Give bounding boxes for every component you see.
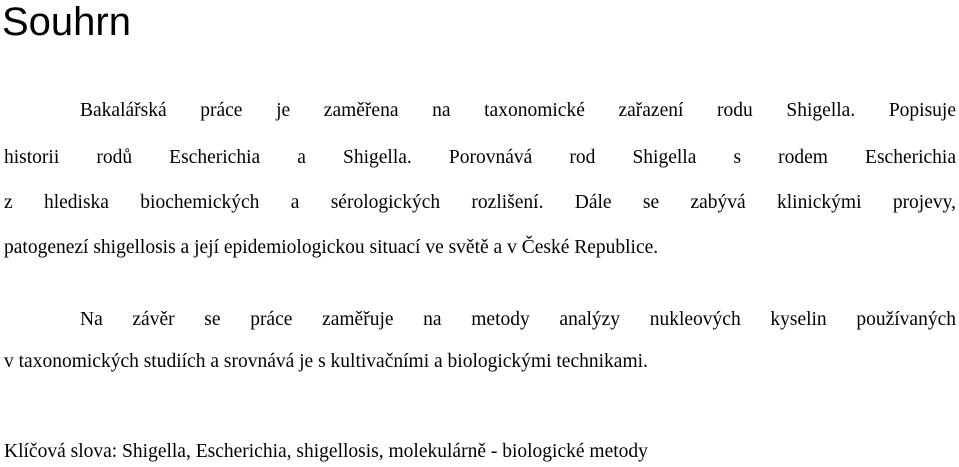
paragraph-2-line-2: v taxonomických studiích a srovnává je s kultivačními a biologickými technikami. <box>4 351 648 372</box>
keywords-line: Klíčová slova: Shigella, Escherichia, shigellosis, molekulárně - biologické metody <box>4 441 648 462</box>
paragraph-1-line-2: historii rodů Escherichia a Shigella. Porovnává rod Shigella s rodem Escherichia <box>4 147 956 168</box>
paragraph-1-line-4: patogenezí shigellosis a její epidemiologickou situací ve světě a v České Republice. <box>4 237 659 258</box>
paragraph-2-line-1: Na závěr se práce zaměřuje na metody analýzy nukleových kyselin používaných <box>80 309 956 330</box>
paragraph-1-line-3: z hlediska biochemických a sérologických rozlišení. Dále se zabývá klinickými projevy, <box>4 192 956 213</box>
paragraph-1-line-1: Bakalářská práce je zaměřena na taxonomické zařazení rodu Shigella. Popisuje <box>80 100 956 121</box>
page-title: Souhrn <box>2 0 131 44</box>
